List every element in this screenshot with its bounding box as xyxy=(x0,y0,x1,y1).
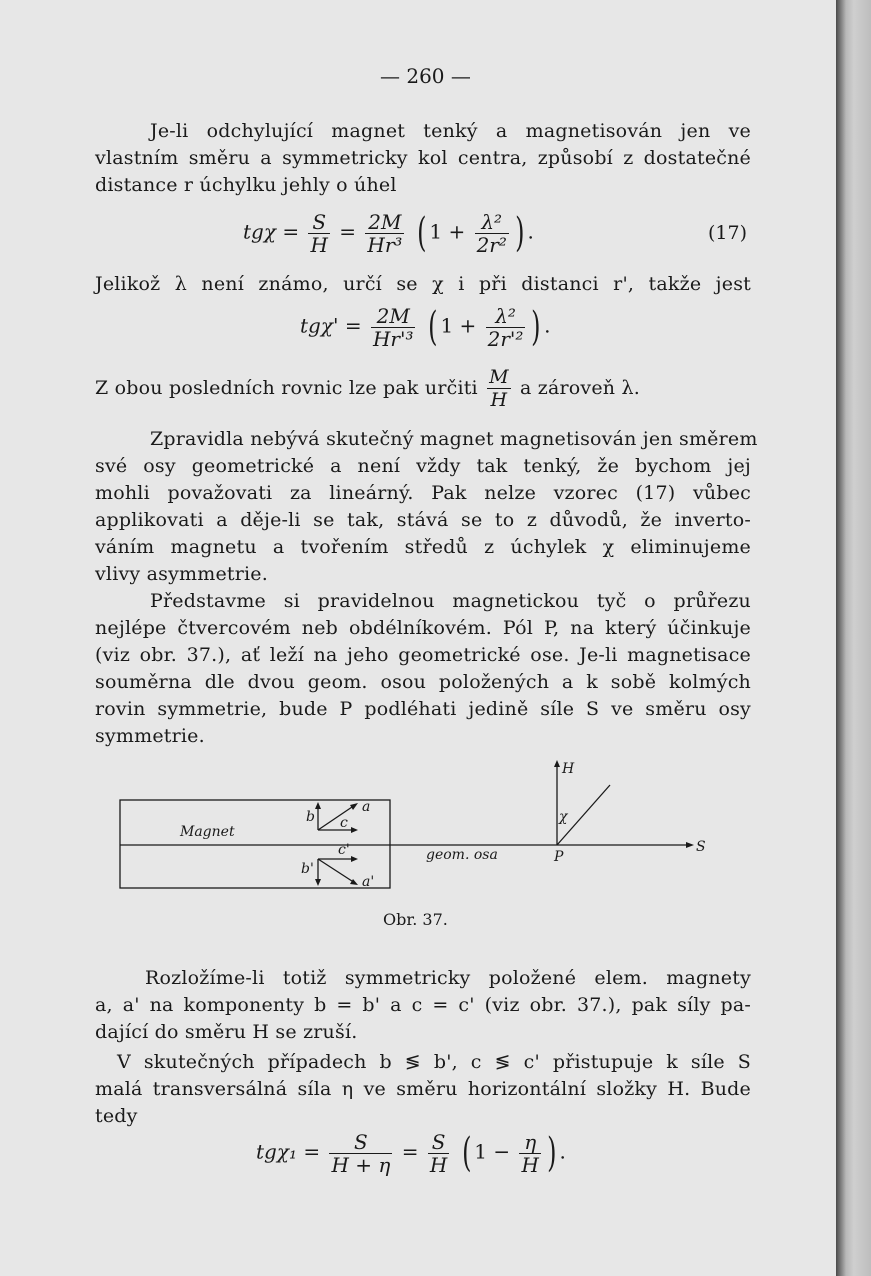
one-plus: 1 + xyxy=(429,219,466,244)
text-segment: Z obou posledních rovnic lze pak určiti xyxy=(95,377,478,399)
paragraph-3 xyxy=(95,588,751,750)
eq-end: . xyxy=(559,1139,566,1164)
text-line: a, a' na komponenty b = b' a c = c' (viz obr. 37.), pak síly pa- xyxy=(95,994,751,1016)
label-S: S xyxy=(696,839,706,855)
figure-caption: Obr. 37. xyxy=(383,910,448,929)
numerator: S xyxy=(428,1131,449,1154)
numerator: η xyxy=(519,1131,540,1154)
text-line: malá transversálná síla η ve směru horizontální složky H. Bude xyxy=(95,1078,751,1100)
numerator: S xyxy=(329,1131,392,1154)
arrow-head xyxy=(315,879,321,886)
paragraph-5 xyxy=(95,1049,751,1130)
label-a: a xyxy=(362,799,371,815)
eq-lhs: tgχ' = xyxy=(300,313,362,338)
arrow-head xyxy=(315,802,321,809)
arrow-head xyxy=(350,803,358,810)
label-P: P xyxy=(554,849,564,865)
eq-lhs: tgχ₁ = xyxy=(256,1139,321,1164)
a-prime-vector xyxy=(318,859,355,883)
label-a-prime: a' xyxy=(362,874,375,890)
text-line: V skutečných případech b ≶ b', c ≶ c' přistupuje k síle S xyxy=(117,1051,751,1073)
numerator: M xyxy=(489,366,509,388)
denominator: Hr'³ xyxy=(372,326,414,351)
left-paren: ( xyxy=(416,210,427,256)
denominator: H + η xyxy=(331,1152,391,1177)
numerator: S xyxy=(308,211,329,234)
page-edge xyxy=(836,0,871,1276)
denominator: Hr³ xyxy=(367,232,403,257)
denominator: H xyxy=(521,1152,539,1177)
paragraph-2 xyxy=(95,426,758,588)
text-line: symmetrie. xyxy=(95,725,205,747)
label-H: H xyxy=(562,761,575,777)
fraction xyxy=(487,366,511,411)
text-segment: a zároveň λ. xyxy=(520,377,640,399)
right-paren: ) xyxy=(547,1130,557,1176)
eq-end: . xyxy=(527,219,534,244)
text-line: Jelikož λ není známo, určí se χ i při distanci r', takže jest xyxy=(95,273,751,295)
text-line: applikovati a děje-li se tak, stává se to z důvodů, že inverto- xyxy=(95,509,751,531)
arrow-head xyxy=(351,856,358,862)
denominator: H xyxy=(429,1152,448,1177)
text-line: dající do směru H se zruší. xyxy=(95,1021,358,1043)
text-line: nejlépe čtvercovém neb obdélníkovém. Pól P, na který účinkuje xyxy=(95,617,751,639)
equals-sign: = xyxy=(401,1139,419,1164)
text-line: Zpravidla nebývá skutečný magnet magnetisován jen směrem xyxy=(150,428,758,450)
text-line: mohli považovati za lineárný. Pak nelze vzorec (17) vůbec xyxy=(95,482,751,504)
left-paren: ( xyxy=(427,304,438,350)
text-line-with-fraction xyxy=(95,366,640,411)
axis-label: geom. osa xyxy=(426,847,498,863)
equation-number: (17) xyxy=(708,222,748,244)
paragraph-4 xyxy=(95,965,751,1046)
equation-last xyxy=(256,1130,566,1176)
fraction xyxy=(475,211,509,256)
text-line: Je-li odchylující magnet tenký a magnetisován jen ve xyxy=(150,120,751,142)
one-plus: 1 + xyxy=(440,313,477,338)
arrow-head xyxy=(554,760,560,767)
numerator: 2M xyxy=(365,211,404,234)
label-chi: χ xyxy=(559,809,568,825)
right-paren: ) xyxy=(531,304,541,350)
text-line: (viz obr. 37.), ať leží na jeho geometrické ose. Je-li magnetisace xyxy=(95,644,751,666)
text-line: Rozložíme-li totiž symmetricky položené elem. magnety xyxy=(145,967,751,989)
label-b-prime: b' xyxy=(301,861,314,877)
paragraph-1 xyxy=(95,118,751,199)
text-line: vlastním směru a symmetricky kol centra, způsobí z dostatečné xyxy=(95,147,751,169)
text-line: distance r úchylku jehly o úhel xyxy=(95,174,397,196)
fraction xyxy=(486,305,526,350)
numerator: λ² xyxy=(475,211,509,234)
label-c-prime: c' xyxy=(338,842,350,858)
label-c: c xyxy=(340,815,348,831)
one-minus: 1 − xyxy=(474,1139,511,1164)
fraction xyxy=(371,305,416,350)
fraction xyxy=(329,1131,392,1176)
denominator: H xyxy=(490,389,508,411)
arrow-head xyxy=(351,827,358,833)
text-line: rovin symmetrie, bude P podléhati jedině síle S ve směru osy xyxy=(95,698,751,720)
a-vector xyxy=(318,805,355,830)
figure-37 xyxy=(100,755,740,905)
text-line: váním magnetu a tvořením středů z úchylek χ eliminujeme xyxy=(95,536,751,558)
text-line: své osy geometrické a není vždy tak tenký, že bychom jej xyxy=(95,455,751,477)
text-line: tedy xyxy=(95,1105,138,1127)
eq-lhs: tgχ = xyxy=(243,219,300,244)
label-b: b xyxy=(306,809,315,825)
equation-17 xyxy=(243,210,534,256)
denominator: 2r² xyxy=(476,232,507,257)
left-paren: ( xyxy=(461,1130,472,1176)
text-line: Představme si pravidelnou magnetickou tyč o průřezu xyxy=(150,590,751,612)
fraction xyxy=(519,1131,540,1176)
denominator: H xyxy=(310,232,328,257)
equals-sign: = xyxy=(339,219,357,244)
text-line: vlivy asymmetrie. xyxy=(95,563,268,585)
numerator: 2M xyxy=(371,305,416,328)
denominator: 2r'² xyxy=(487,326,524,351)
fraction xyxy=(365,211,404,256)
fraction xyxy=(308,211,329,256)
magnet-label: Magnet xyxy=(180,824,235,840)
fraction xyxy=(428,1131,449,1176)
numerator: λ² xyxy=(486,305,526,328)
text-line: souměrna dle dvou geom. osou položených a k sobě kolmých xyxy=(95,671,751,693)
right-paren: ) xyxy=(515,210,525,256)
page-number: — 260 — xyxy=(380,64,471,88)
eq-end: . xyxy=(544,313,551,338)
arrow-head xyxy=(686,842,694,848)
equation-prime xyxy=(300,304,550,350)
